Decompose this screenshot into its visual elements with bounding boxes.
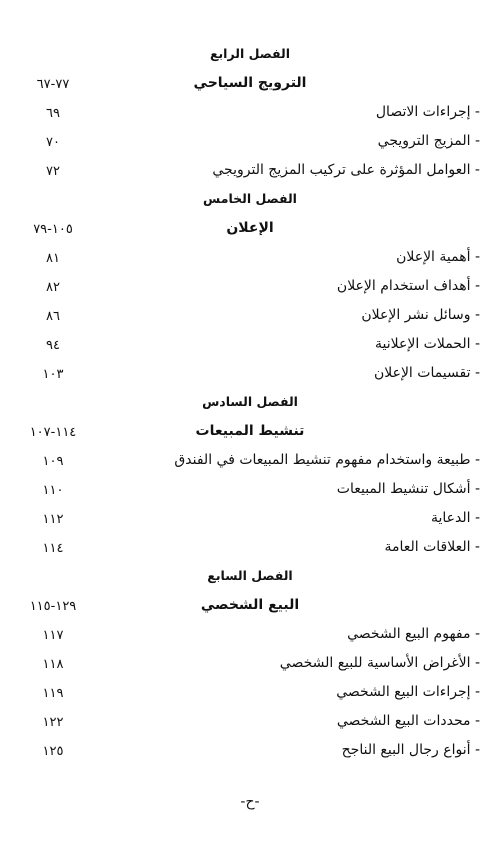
toc-item-label: - تقسيمات الإعلان (373, 365, 480, 381)
toc-item-label: - طبيعة واستخدام مفهوم تنشيط المبيعات في الفندق (174, 452, 480, 468)
page-number: ١٢٩-١١٥ (29, 599, 77, 614)
toc-entry-item (0, 477, 500, 506)
toc-entry-chapter (0, 390, 500, 419)
toc-entry-topic (0, 71, 500, 100)
toc-item-label: - أهمية الإعلان (396, 249, 480, 265)
page-number: ١١٩ (42, 686, 64, 701)
toc-item-label: - المزيج الترويجي (377, 133, 480, 149)
toc-entry-item (0, 448, 500, 477)
page-number: ١٠٩ (42, 454, 64, 469)
toc-entry-topic (0, 216, 500, 245)
toc-item-label: - أهداف استخدام الإعلان (336, 278, 480, 294)
page-number: ١١٨ (42, 657, 64, 672)
topic-heading: تنشيط المبيعات (195, 423, 305, 439)
page-number: ١٢٥ (42, 744, 64, 759)
page-number: ٦٩ (46, 106, 60, 121)
toc-entry-item (0, 332, 500, 361)
toc-entry-item (0, 680, 500, 709)
toc-entry-chapter (0, 564, 500, 593)
toc-entry-item (0, 100, 500, 129)
toc-item-label: - الدعاية (430, 510, 480, 526)
toc-entry-item (0, 709, 500, 738)
topic-heading: البيع الشخصي (200, 597, 300, 613)
page-number: ١١٧ (42, 628, 64, 643)
toc-item-label: - الحملات الإعلانية (375, 336, 480, 352)
chapter-heading: الفصل السادس (202, 394, 298, 409)
toc-entry-item (0, 506, 500, 535)
toc-entry-chapter (0, 187, 500, 216)
toc-entry-item (0, 274, 500, 303)
table-of-contents (0, 42, 500, 767)
toc-entry-item (0, 622, 500, 651)
page-number: ١٠٣ (42, 367, 64, 382)
toc-entry-item (0, 535, 500, 564)
page-number: ٩٤ (46, 338, 60, 353)
toc-entry-item (0, 651, 500, 680)
page-number: ٧٧-٦٧ (36, 77, 70, 92)
page-number: ١١٤ (42, 541, 64, 556)
topic-heading: الترويج السياحي (193, 75, 307, 91)
toc-entry-item (0, 738, 500, 767)
chapter-heading: الفصل السابع (207, 568, 293, 583)
toc-item-label: - الأغراض الأساسية للبيع الشخصي (279, 655, 480, 671)
page-number: ١١٤-١٠٧ (29, 425, 77, 440)
toc-entry-chapter (0, 42, 500, 71)
toc-entry-topic (0, 419, 500, 448)
page-number: ١١٠ (42, 483, 64, 498)
toc-item-label: - وسائل نشر الإعلان (361, 307, 480, 323)
page-number: ٨٢ (46, 280, 60, 295)
page-number: ٧٠ (46, 135, 60, 150)
topic-heading: الإعلان (226, 220, 274, 236)
page-number: ١٢٢ (42, 715, 64, 730)
toc-entry-item (0, 129, 500, 158)
toc-item-label: - العلاقات العامة (384, 539, 480, 555)
toc-item-label: - أشكال تنشيط المبيعات (336, 481, 480, 497)
toc-entry-item (0, 361, 500, 390)
toc-entry-item (0, 245, 500, 274)
toc-entry-topic (0, 593, 500, 622)
toc-item-label: - محددات البيع الشخصي (336, 713, 480, 729)
chapter-heading: الفصل الخامس (203, 191, 297, 206)
page-number: ١٠٥-٧٩ (33, 222, 73, 237)
page-number: ٨١ (46, 251, 60, 266)
toc-item-label: - العوامل المؤثرة على تركيب المزيج الترويجي (212, 162, 480, 178)
toc-item-label: - مفهوم البيع الشخصي (347, 626, 480, 642)
toc-entry-item (0, 303, 500, 332)
page-number: ٧٢ (46, 164, 60, 179)
page-number: ٨٦ (46, 309, 60, 324)
toc-item-label: - أنواع رجال البيع الناجح (341, 742, 480, 758)
toc-item-label: - إجراءات البيع الشخصي (336, 684, 480, 700)
toc-entry-item (0, 158, 500, 187)
page-marker: -ح- (240, 794, 260, 810)
page-number: ١١٢ (42, 512, 64, 527)
toc-item-label: - إجراءات الاتصال (375, 104, 480, 120)
chapter-heading: الفصل الرابع (209, 46, 291, 61)
